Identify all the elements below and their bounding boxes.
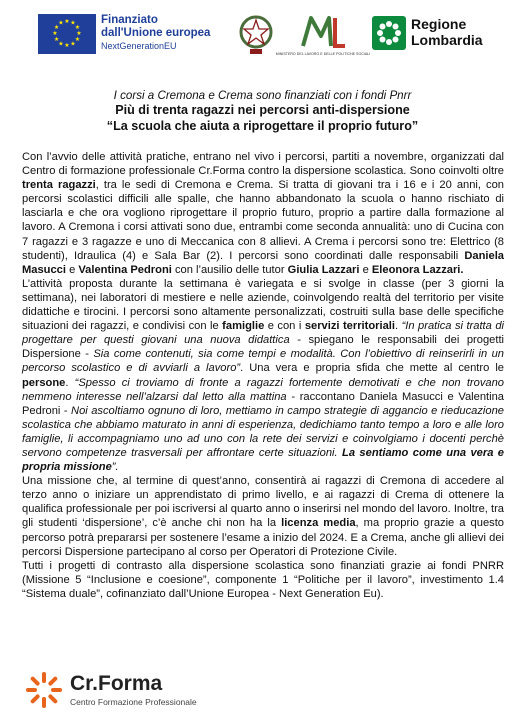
region-line-1: Regione bbox=[411, 16, 467, 32]
p3-text: , ma proprio grazie a questo percorso potrà prepararsi per sostenere l’esame a inizio del 2024. E a Crema, anche gli allievi dei percorsi Dispersione partecipano al corso per Operatori di Protezione Civile. bbox=[22, 517, 504, 558]
p1-text: , tra le sedi di Cremona e Crema. Si tratta di giovani tra i 16 e i 20 anni, con percorsi scolastici difficili alle spalle, che hanno abbandonato la scuola o hanno rischiato di lasciarla e che ora vogliono riprogettare il proprio futuro, proprio a partire dalla formazione al lavoro. A Cremona i corsi attivati sono due, entrambi come seconda annualità: uno di Cucina con 7 ragazzi e 3 ragazze e uno di Meccanica con 8 allievi. A Crema i percorsi sono tre: Elettrico (8 studenti), Idraulica (4) e Sala Bar (2). I percorsi sono coordinati dalle responsabili bbox=[22, 179, 504, 262]
svg-text:★: ★ bbox=[52, 30, 58, 37]
crforma-brand: Cr.Forma bbox=[70, 672, 163, 695]
p3-bold: licenza media bbox=[281, 517, 356, 530]
svg-text:★: ★ bbox=[64, 42, 70, 49]
p2-bold: servizi territoriali bbox=[304, 320, 395, 333]
p2-quote: “Spesso ci troviamo di fronte a ragazzi fortemente demotivati e che non trovano nemmeno interesse nell’alzarsi dal letto alla mattina - bbox=[22, 376, 504, 403]
p1-bold: Daniela Masucci bbox=[22, 249, 504, 276]
svg-text:★: ★ bbox=[74, 24, 81, 31]
article-body bbox=[22, 150, 504, 601]
crforma-burst-icon bbox=[24, 670, 64, 710]
p1-text: e bbox=[65, 263, 79, 276]
article-kicker: I corsi a Cremona e Crema sono finanziati con i fondi Pnrr bbox=[113, 89, 412, 102]
eu-line-1: Finanziato bbox=[101, 14, 158, 26]
article-title: Più di trenta ragazzi nei percorsi anti-dispersione bbox=[115, 103, 410, 117]
p2-text: spiegano le responsabili dei progetti Dispersione - bbox=[22, 334, 505, 361]
logo-bar bbox=[0, 8, 525, 60]
paragraph-3 bbox=[22, 474, 504, 559]
p2-text: e con i bbox=[264, 320, 305, 333]
p1-text: e bbox=[359, 263, 372, 276]
p2-text: L’attività proposta durante la settimana è variegata e si svolge in classe (per 3 giorni la settimana), nei laboratori di mestiere e nelle aziende, coinvolgendo realtà del territorio per visite didattiche e tirocini. I percorsi sono altamente personalizzati, costruiti sulla base delle specifiche situazioni dei ragazzi, e condivisi con le bbox=[22, 277, 504, 333]
p2-text: . bbox=[394, 320, 402, 333]
p2-bold: persone bbox=[22, 376, 66, 389]
svg-text:★: ★ bbox=[70, 19, 76, 27]
p1-bold: trenta ragazzi bbox=[22, 179, 96, 192]
regione-lombardia-text bbox=[411, 16, 483, 48]
p2-text: raccontano Daniela Masucci e Valentina Pedroni - bbox=[22, 390, 504, 417]
p2-text: . bbox=[65, 376, 75, 389]
svg-text:★: ★ bbox=[64, 18, 70, 25]
svg-text:★: ★ bbox=[53, 24, 60, 31]
p2-bold: famiglie bbox=[222, 320, 265, 333]
p1-text: Con l’avvio delle attività pratiche, entrano nel vivo i percorsi, partiti a novembre, organizzati dal Centro di formazione professionale Cr.Forma contro la dispersione scolastica. Sono coinvolti oltre bbox=[22, 151, 504, 178]
p1-bold: Eleonora Lazzari. bbox=[371, 263, 464, 276]
p1-bold: Valentina Pedroni bbox=[78, 263, 172, 276]
ministry-logo bbox=[275, 12, 371, 58]
p2-quote: ”. bbox=[111, 461, 119, 474]
p1-bold: Giulia Lazzari bbox=[287, 263, 360, 276]
p2-quote: Noi ascoltiamo ognuno di loro, mettiamo in campo strategie di aggancio e rieducazione scolastica che abbiamo maturato in anni di esperienza, dedichiamo tanto tempo a loro e alle loro famiglie, li accompagniamo uno ad uno con la rete dei servizi e coinvolgiamo i docenti perchè servono competenze trasversali per affrontare certe situazioni. bbox=[22, 404, 504, 459]
p2-bold-quote: La sentiamo come una vera e propria missione bbox=[22, 446, 504, 474]
italian-republic-emblem bbox=[239, 12, 273, 56]
paragraph-1 bbox=[22, 150, 504, 277]
article-subtitle: “La scuola che aiuta a riprogettare il proprio futuro” bbox=[106, 118, 419, 133]
article-header bbox=[0, 89, 525, 134]
p1-text: con l’ausilio delle tutor bbox=[171, 263, 288, 276]
svg-text:★: ★ bbox=[53, 36, 60, 43]
paragraph-4: Tutti i progetti di contrasto alla dispersione scolastica sono finanziati grazie ai fondi PNRR (Missione 5 “Inclusione e coesione”, componente 1 “Politiche per il lavoro”, investimento 1.4 “Sistema duale”, cofinanziato dall’Unione Europea - Next Generation Eu). bbox=[22, 559, 504, 600]
svg-text:★: ★ bbox=[58, 40, 64, 48]
svg-text:★: ★ bbox=[70, 40, 76, 48]
crforma-tagline: Centro Formazione Professionale bbox=[70, 697, 197, 707]
eu-flag-logo bbox=[38, 14, 96, 54]
svg-text:★: ★ bbox=[74, 36, 81, 43]
p2-text: . Una vera e propria sfida che mette al centro le bbox=[240, 362, 504, 375]
p2-quote: “In pratica si tratta di progettare per questi giovani una nuova didattica - bbox=[22, 320, 504, 347]
eu-funding-text bbox=[101, 14, 210, 53]
eu-line-3: NextGenerationEU bbox=[101, 41, 177, 51]
svg-text:★: ★ bbox=[76, 30, 82, 37]
region-line-2: Lombardia bbox=[411, 32, 483, 48]
paragraph-2 bbox=[22, 277, 504, 474]
ministry-caption: MINISTERO DEL LAVORO E DELLE POLITICHE SOCIALI bbox=[275, 52, 371, 56]
eu-line-2: dall'Unione europea bbox=[101, 27, 211, 39]
crforma-logo bbox=[24, 670, 224, 715]
p2-quote: Sia come contenuti, sia come tempi e modalità. Con l’obiettivo di reinserirli in un percorso scolastico e di avviarli a lavoro” bbox=[22, 348, 504, 375]
p3-text: Una missione che, al termine di quest’anno, consentirà ai ragazzi di Cremona di accedere al terzo anno o iniziare un apprendistato di primo livello, e ai ragazzi di Crema di ottenere la qualifica professionale per poi iscriversi al quarto anno o inserirsi nel mondo del lavoro. Inoltre, tra gli studenti ‘dispersione’, c’è anche chi non ha la bbox=[22, 475, 504, 530]
svg-text:★: ★ bbox=[58, 19, 64, 27]
lombardia-rose-icon bbox=[372, 16, 406, 50]
